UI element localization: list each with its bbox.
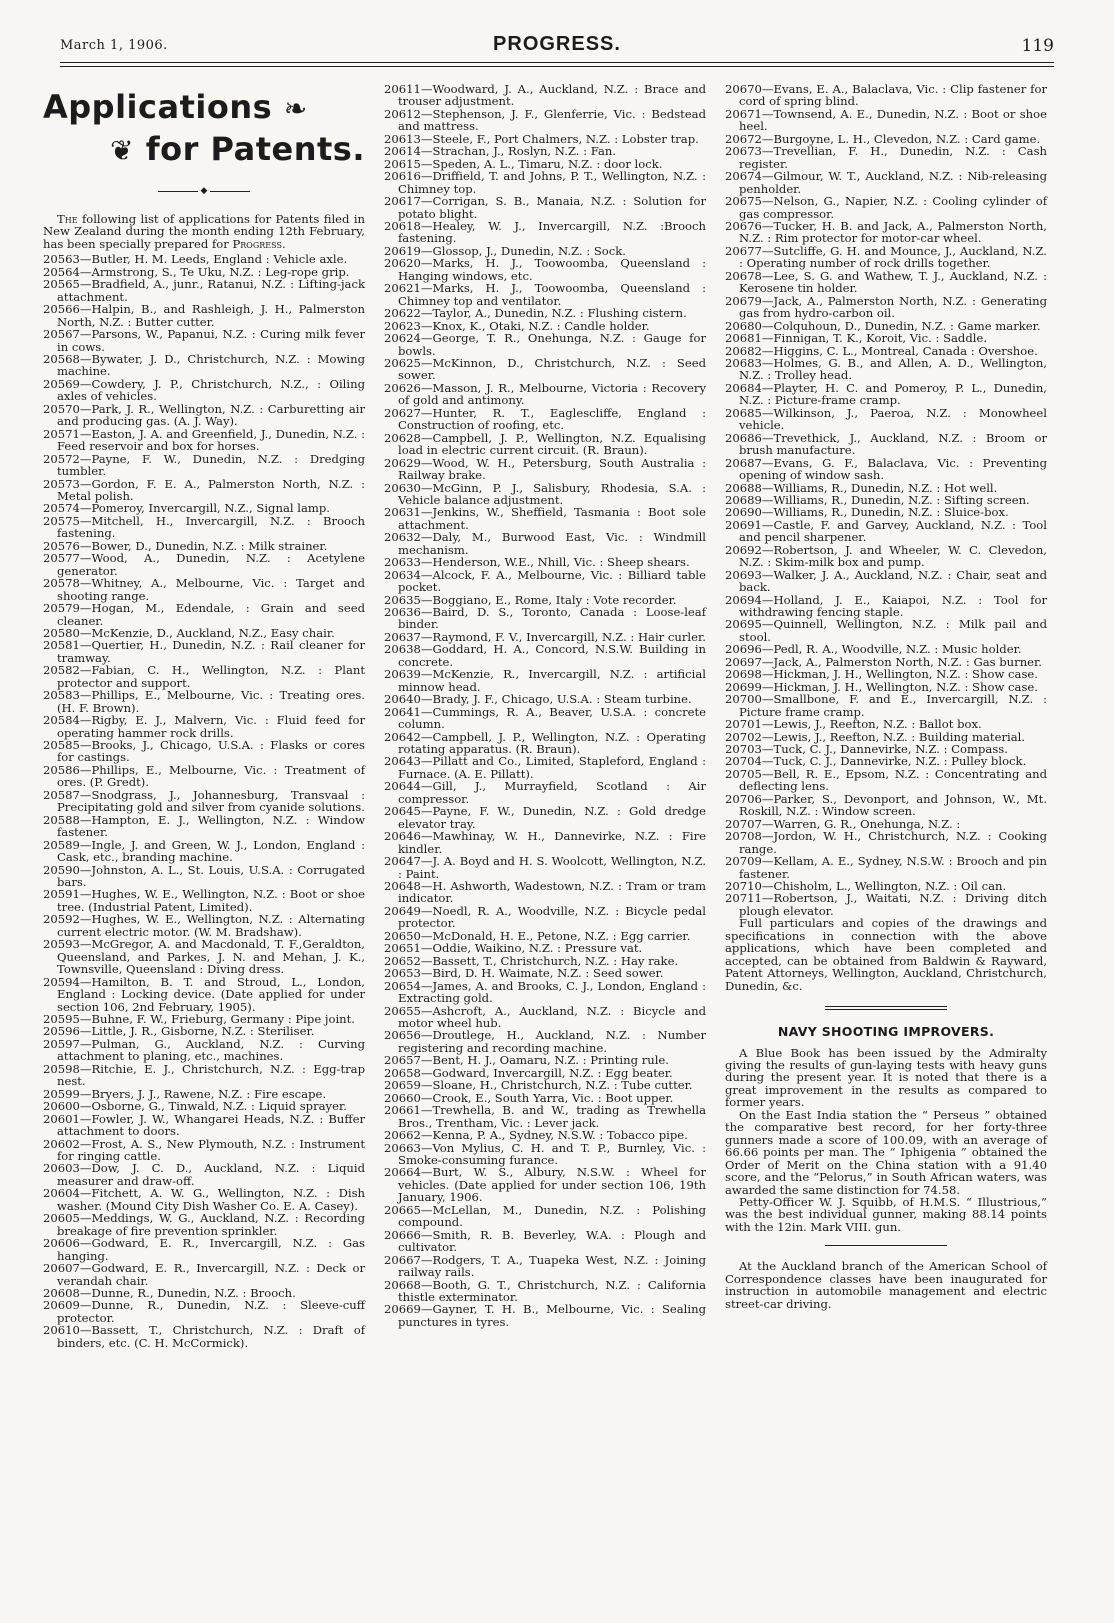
patent-entry: 20572—Payne, F. W., Dunedin, N.Z. : Dredging tumbler.: [43, 451, 365, 479]
patent-entry: 20689—Williams, R., Dunedin, N.Z. : Sifting screen.: [725, 492, 1030, 507]
patent-entry: 20702—Lewis, J., Reefton, N.Z. : Building material.: [725, 729, 1025, 744]
patent-entry: 20624—George, T. R., Onehunga, N.Z. : Gauge for bowls.: [384, 331, 706, 358]
patent-entry: 20675—Nelson, G., Napier, N.Z. : Cooling cylinder of gas compressor.: [725, 194, 1047, 221]
section-divider: [825, 1006, 947, 1012]
patent-entry: 20677—Sutcliffe, G. H. and Mounce, J., Auckland, N.Z. : Operating number of rock drills together.: [725, 243, 1047, 271]
patent-entry: 20574—Pomeroy, Invercargill, N.Z., Signal lamp.: [43, 501, 330, 516]
patent-entry: 20589—Ingle, J. and Green, W. J., London, England : Cask, etc., branding machine.: [43, 837, 365, 865]
american-school-paragraph: At the Auckland branch of the American School of Correspondence classes have been inaugurated for instruction in automobile management and electric street-car driving.: [725, 1259, 1047, 1311]
patent-entry: 20587—Snodgrass, J., Johannesburg, Transvaal : Precipitating gold and silver from cyanide solutions.: [43, 787, 365, 815]
patent-entry: 20673—Trevellian, F. H., Dunedin, N.Z. : Cash register.: [725, 144, 1047, 171]
patent-entry: 20603—Dow, J. C. D., Auckland, N.Z. : Liquid measurer and draw-off.: [43, 1161, 365, 1188]
patent-entry: 20578—Whitney, A., Melbourne, Vic. : Target and shooting range.: [43, 576, 365, 603]
patent-entry: 20645—Payne, F. W., Dunedin, N.Z. : Gold dredge elevator tray.: [384, 804, 706, 831]
patent-entry: 20640—Brady, J. F., Chicago, U.S.A. : Steam turbine.: [384, 692, 692, 707]
patent-entry: 20628—Campbell, J. P., Wellington, N.Z. Equalising load in electric current circuit. (R. Braun).: [384, 430, 706, 458]
patent-entry: 20688—Williams, R., Dunedin, N.Z. : Hot well.: [725, 480, 998, 495]
patent-entry: 20644—Gill, J., Murrayfield, Scotland : Air compressor.: [384, 779, 706, 806]
navy-paragraph: A Blue Book has been issued by the Admiralty giving the results of gun-laying tests with heavy guns during the present year. It is noted that there is a great improvement in the results as compared to former years.: [725, 1045, 1047, 1110]
patent-entry: 20680—Colquhoun, D., Dunedin, N.Z. : Game marker.: [725, 318, 1041, 333]
patent-entry: 20581—Quertier, H., Dunedin, N.Z. : Rail cleaner for tramway.: [43, 638, 365, 665]
section-divider: [825, 1245, 947, 1246]
patent-entry: 20567—Parsons, W., Papanui, N.Z. : Curing milk fever in cows.: [43, 327, 365, 354]
patent-entry: 20710—Chisholm, L., Wellington, N.Z. : Oil can.: [725, 879, 1007, 893]
patent-entry: 20586—Phillips, E., Melbourne, Vic. : Treatment of ores. (P. Gredt).: [43, 762, 365, 790]
patent-entry: 20642—Campbell, J. P., Wellington, N.Z. : Operating rotating apparatus. (R. Braun).: [384, 729, 706, 757]
patent-entry: 20672—Burgoyne, L. H., Clevedon, N.Z. : Card game.: [725, 131, 1041, 146]
patent-entry: 20564—Armstrong, S., Te Uku, N.Z. : Leg-rope grip.: [43, 264, 350, 279]
patent-entry: 20585—Brooks, J., Chicago, U.S.A. : Flasks or cores for castings.: [43, 738, 365, 765]
intro-lead: The: [57, 212, 78, 226]
patent-entry: 20671—Townsend, A. E., Dunedin, N.Z. : Boot or shoe heel.: [725, 106, 1047, 134]
patent-entry: 20629—Wood, W. H., Petersburg, South Australia : Railway brake.: [384, 455, 706, 483]
patent-entry: 20599—Bryers, J. J., Rawene, N.Z. : Fire escape.: [43, 1086, 327, 1101]
patent-entry: 20663—Von Mylius, C. H. and T. P., Burnley, Vic. : Smoke-consuming furance.: [384, 1140, 706, 1167]
page-number: 119: [1021, 36, 1054, 56]
patent-entry: 20666—Smith, R. B. Beverley, W.A. : Plough and cultivator.: [384, 1227, 706, 1255]
patent-entry: 20641—Cummings, R. A., Beaver, U.S.A. : concrete column.: [384, 704, 706, 732]
closing-paragraph: Full particulars and copies of the drawings and specifications in connection with the above applications, which have been completed and accepted, can be obtained from Baldwin & Rayward, Patent Attorneys, Wellington, Auckland, Christchurch, Dunedin, &c.: [725, 916, 1047, 993]
patent-entry: 20582—Fabian, C. H., Wellington, N.Z. : Plant protector and support.: [43, 663, 365, 690]
heading-line-1: Applications: [43, 88, 273, 126]
intro-publication: Progress.: [232, 236, 286, 251]
patent-entry: 20670—Evans, E. A., Balaclava, Vic. : Clip fastener for cord of spring blind.: [725, 82, 1047, 109]
patent-entry: 20683—Holmes, G. B., and Allen, A. D., Wellington, N.Z. : Trolley head.: [725, 355, 1047, 383]
patent-entry: 20597—Pulman, G., Auckland, N.Z. : Curving attachment to planing, etc., machines.: [43, 1036, 365, 1064]
patent-list-3: [725, 83, 1047, 917]
patent-entry: 20696—Pedl, R. A., Woodville, N.Z. : Music holder.: [725, 642, 1022, 657]
patent-entry: 20619—Glossop, J., Dunedin, N.Z. : Sock.: [384, 243, 626, 258]
patent-entry: 20681—Finnigan, T. K., Koroit, Vic. : Saddle.: [725, 331, 988, 346]
patent-entry: 20708—Jordon, W. H., Christchurch, N.Z. : Cooking range.: [725, 829, 1047, 856]
patent-entry: 20693—Walker, J. A., Auckland, N.Z. : Chair, seat and back.: [725, 567, 1047, 595]
patent-entry: 20563—Butler, H. M. Leeds, England : Vehicle axle.: [43, 252, 348, 267]
intro-paragraph: [43, 213, 365, 250]
masthead: [60, 34, 1054, 56]
patent-entry: 20604—Fitchett, A. W. G., Wellington, N.Z. : Dish washer. (Mound City Dish Washer Co. E. A. Casey).: [43, 1186, 365, 1213]
patent-entry: 20590—Johnston, A. L., St. Louis, U.S.A. : Corrugated bars.: [43, 862, 365, 890]
patent-entry: 20709—Kellam, A. E., Sydney, N.S.W. : Brooch and pin fastener.: [725, 854, 1047, 881]
navy-paragraph: Petty-Officer W. J. Squibb, of H.M.S. “ Illustrious,” was the best individual gunner, making 88.14 points with the 12in. Mark VIII. gun.: [725, 1194, 1047, 1234]
patent-entry: 20610—Bassett, T., Christchurch, N.Z. : Draft of binders, etc. (C. H. McCormick).: [43, 1323, 365, 1350]
patent-entry: 20614—Strachan, J., Roslyn, N.Z. : Fan.: [384, 144, 617, 159]
column-2: [384, 83, 706, 1328]
patent-entry: 20592—Hughes, W. E., Wellington, N.Z. : Alternating current electric motor. (W. M. Bradshaw).: [43, 912, 365, 939]
intro-text: following list of applications for Patents filed in New Zealand during the month ending 12th February, has been specially prepared for: [43, 212, 365, 251]
patent-entry: 20706—Parker, S., Devonport, and Johnson, W., Mt. Roskill, N.Z. : Window screen.: [725, 791, 1047, 819]
patent-entry: 20594—Hamilton, B. T. and Stroud, L., London, England : Locking device. (Date applied for under section 106, 2nd February, 1905).: [43, 974, 365, 1014]
patent-entry: 20577—Wood, A., Dunedin, N.Z. : Acetylene generator.: [43, 551, 365, 578]
patent-entry: 20646—Mawhinay, W. H., Dannevirke, N.Z. : Fire kindler.: [384, 829, 706, 856]
patent-entry: 20637—Raymond, F. V., Invercargill, N.Z. : Hair curler.: [384, 629, 706, 644]
patent-entry: 20633—Henderson, W.E., Nhill, Vic. : Sheep shears.: [384, 555, 690, 570]
patent-entry: 20707—Warren, G. R., Onehunga, N.Z. :: [725, 816, 961, 831]
fleuron-icon: ❧: [283, 92, 308, 125]
patent-entry: 20632—Daly, M., Burwood East, Vic. : Windmill mechanism.: [384, 530, 706, 557]
patent-entry: 20701—Lewis, J., Reefton, N.Z. : Ballot box.: [725, 717, 982, 732]
patent-entry: 20665—McLellan, M., Dunedin, N.Z. : Polishing compound.: [384, 1202, 706, 1230]
patent-entry: 20660—Crook, E., South Yarra, Vic. : Boot upper.: [384, 1090, 674, 1105]
patent-entry: 20631—Jenkins, W., Sheffield, Tasmania : Boot sole attachment.: [384, 505, 706, 532]
patent-entry: 20649—Noedl, R. A., Woodville, N.Z. : Bicycle pedal protector.: [384, 903, 706, 931]
fleuron-icon: ❦: [110, 134, 135, 167]
patent-entry: 20613—Steele, F., Port Chalmers, N.Z. : Lobster trap.: [384, 131, 699, 146]
patent-entry: 20697—Jack, A., Palmerston North, N.Z. : Gas burner.: [725, 654, 1042, 669]
patent-entry: 20662—Kenna, P. A., Sydney, N.S.W. : Tobacco pipe.: [384, 1128, 688, 1143]
patent-entry: 20606—Godward, E. R., Invercargill, N.Z. : Gas hanging.: [43, 1236, 365, 1263]
patent-entry: 20565—Bradfield, A., junr., Ratanui, N.Z. : Lifting-jack attachment.: [43, 277, 365, 304]
patent-entry: 20679—Jack, A., Palmerston North, N.Z. : Generating gas from hydro-carbon oil.: [725, 293, 1047, 321]
patent-entry: 20694—Holland, J. E., Kaiapoi, N.Z. : Tool for withdrawing fencing staple.: [725, 592, 1047, 620]
patent-entry: 20569—Cowdery, J. P., Christchurch, N.Z., : Oiling axles of vehicles.: [43, 376, 365, 404]
patent-entry: 20617—Corrigan, S. B., Manaia, N.Z. : Solution for potato blight.: [384, 194, 706, 221]
patent-entry: 20668—Booth, G. T., Christchurch, N.Z. : California thistle exterminator.: [384, 1277, 706, 1304]
patent-entry: 20643—Pillatt and Co., Limited, Stapleford, England : Furnace. (A. E. Pillatt).: [384, 754, 706, 781]
patent-entry: 20621—Marks, H. J., Toowoomba, Queensland : Chimney top and ventilator.: [384, 281, 706, 308]
patent-entry: 20579—Hogan, M., Edendale, : Grain and seed cleaner.: [43, 601, 365, 628]
patent-entry: 20657—Bent, H. J., Oamaru, N.Z. : Printing rule.: [384, 1053, 669, 1068]
patent-entry: 20602—Frost, A. S., New Plymouth, N.Z. : Instrument for ringing cattle.: [43, 1136, 365, 1163]
patent-entry: 20607—Godward, E. R., Invercargill, N.Z. : Deck or verandah chair.: [43, 1261, 365, 1288]
patent-entry: 20627—Hunter, R. T., Eaglescliffe, England : Construction of roofing, etc.: [384, 405, 706, 433]
patent-entry: 20622—Taylor, A., Dunedin, N.Z. : Flushing cistern.: [384, 306, 687, 321]
patent-entry: 20695—Quinnell, Wellington, N.Z. : Milk pail and stool.: [725, 617, 1047, 644]
patent-entry: 20568—Bywater, J. D., Christchurch, N.Z. : Mowing machine.: [43, 351, 365, 379]
patent-entry: 20618—Healey, W. J., Invercargill, N.Z. :Brooch fastening.: [384, 218, 706, 246]
patent-entry: 20596—Little, J. R., Gisborne, N.Z. : Steriliser.: [43, 1024, 315, 1039]
navy-paragraph: On the East India station the “ Perseus ” obtained the comparative best record, for her forty-three gunners made a score of 100.09, with an average of 66.66 points per man. The “ Iphigenia ” obtained the Order of Merit on the China station with a 91.40 score, and the “Pelorus,” in South African waters, was awarded the same distinction for 74.58.: [725, 1107, 1047, 1197]
patent-entry: 20601—Fowler, J. W., Whangarei Heads, N.Z. : Buffer attachment to doors.: [43, 1111, 365, 1139]
patent-entry: 20700—Smallbone, F. and E., Invercargill, N.Z. : Picture frame cramp.: [725, 692, 1047, 719]
patent-entry: 20626—Masson, J. R., Melbourne, Victoria : Recovery of gold and antimony.: [384, 380, 706, 408]
diamond-icon: ◆: [198, 186, 211, 196]
navy-heading: NAVY SHOOTING IMPROVERS.: [777, 1024, 995, 1040]
patent-entry: 20600—Osborne, G., Tinwald, N.Z. : Liquid sprayer.: [43, 1099, 347, 1114]
patent-entry: 20591—Hughes, W. E., Wellington, N.Z. : Boot or shoe tree. (Industrial Patent, Limited).: [43, 887, 365, 914]
patent-entry: 20593—McGregor, A. and Macdonald, T. F.,Geraldton, Queensland, and Parkes, J. N. and Mehan, J. K., Townsville, Queensland : Diving dress.: [43, 937, 365, 977]
patent-entry: 20612—Stephenson, J. F., Glenferrie, Vic. : Bedstead and mattress.: [384, 106, 706, 134]
masthead-rule-bottom: [60, 66, 1054, 67]
patent-entry: 20639—McKenzie, R., Invercargill, N.Z. : artificial minnow head.: [384, 667, 706, 694]
patent-entry: 20691—Castle, F. and Garvey, Auckland, N.Z. : Tool and pencil sharpener.: [725, 517, 1047, 545]
patent-entry: 20687—Evans, G. F., Balaclava, Vic. : Preventing opening of window sash.: [725, 455, 1047, 483]
patent-entry: 20684—Playter, H. C. and Pomeroy, P. L., Dunedin, N.Z. : Picture-frame cramp.: [725, 380, 1047, 408]
patent-entry: 20653—Bird, D. H. Waimate, N.Z. : Seed sower.: [384, 966, 664, 981]
patent-entry: 20704—Tuck, C. J., Dannevirke, N.Z. : Pulley block.: [725, 754, 1027, 769]
patent-list-1: [43, 253, 365, 1349]
patent-entry: 20661—Trewhella, B. and W., trading as Trewhella Bros., Trentham, Vic. : Lever jack.: [384, 1103, 706, 1130]
patent-entry: 20655—Ashcroft, A., Auckland, N.Z. : Bicycle and motor wheel hub.: [384, 1003, 706, 1030]
patent-entry: 20650—McDonald, H. E., Petone, N.Z. : Egg carrier.: [384, 928, 691, 943]
patent-entry: 20635—Boggiano, E., Rome, Italy : Vote recorder.: [384, 592, 677, 607]
patent-entry: 20636—Baird, D. S., Toronto, Canada : Loose-leaf binder.: [384, 605, 706, 632]
patent-entry: 20698—Hickman, J. H., Wellington, N.Z. : Show case.: [725, 667, 1038, 682]
patent-entry: 20711—Robertson, J., Waitati, N.Z. : Driving ditch plough elevator.: [725, 891, 1047, 918]
patent-entry: 20692—Robertson, J. and Wheeler, W. C. Clevedon, N.Z. : Skim-milk box and pump.: [725, 542, 1047, 570]
patent-entry: 20616—Driffield, T. and Johns, P. T., Wellington, N.Z. : Chimney top.: [384, 169, 706, 196]
patent-entry: 20651—Oddie, Waikino, N.Z. : Pressure vat.: [384, 941, 643, 956]
patent-entry: 20611—Woodward, J. A., Auckland, N.Z. : Brace and trouser adjustment.: [384, 82, 706, 109]
patent-entry: 20652—Bassett, T., Christchurch, N.Z. : Hay rake.: [384, 953, 679, 968]
patent-entry: 20576—Bower, D., Dunedin, N.Z. : Milk strainer.: [43, 538, 328, 553]
patent-entry: 20638—Goddard, H. A., Concord, N.S.W. Building in concrete.: [384, 642, 706, 669]
patent-entry: 20630—McGinn, P. J., Salisbury, Rhodesia, S.A. : Vehicle balance adjustment.: [384, 480, 706, 507]
patent-entry: 20648—H. Ashworth, Wadestown, N.Z. : Tram or tram indicator.: [384, 879, 706, 906]
patent-entry: 20685—Wilkinson, J., Paeroa, N.Z. : Monowheel vehicle.: [725, 405, 1047, 433]
patent-entry: 20570—Park, J. R., Wellington, N.Z. : Carburetting air and producing gas. (A. J. Way).: [43, 401, 365, 429]
patent-entry: 20647—J. A. Boyd and H. S. Woolcott, Wellington, N.Z. : Paint.: [384, 854, 706, 881]
patent-entry: 20575—Mitchell, H., Invercargill, N.Z. : Brooch fastening.: [43, 513, 365, 541]
patent-entry: 20615—Speden, A. L., Timaru, N.Z. : door lock.: [384, 156, 663, 171]
patent-entry: 20625—McKinnon, D., Christchurch, N.Z. : Seed sower.: [384, 355, 706, 383]
patent-entry: 20566—Halpin, B., and Rashleigh, J. H., Palmerston North, N.Z. : Butter cutter.: [43, 302, 365, 329]
patent-entry: 20595—Buhne, F. W., Frieburg, Germany : Pipe joint.: [43, 1012, 355, 1026]
heading-line-2: for Patents.: [145, 130, 365, 168]
patent-entry: 20703—Tuck, C. J., Dannevirke, N.Z. : Compass.: [725, 742, 1008, 757]
column-1: [43, 83, 365, 1349]
patent-entry: 20573—Gordon, F. E. A., Palmerston North, N.Z. : Metal polish.: [43, 476, 365, 503]
patent-entry: 20598—Ritchie, E. J., Christchurch, N.Z. : Egg-trap nest.: [43, 1061, 365, 1089]
patent-entry: 20690—Williams, R., Dunedin, N.Z. : Sluice-box.: [725, 505, 1009, 520]
patent-entry: 20699—Hickman, J. H., Wellington, N.Z. : Show case.: [725, 679, 1038, 694]
patent-entry: 20588—Hampton, E. J., Wellington, N.Z. : Window fastener.: [43, 812, 365, 840]
patent-entry: 20623—Knox, K., Otaki, N.Z. : Candle holder.: [384, 318, 650, 333]
patent-entry: 20686—Trevethick, J., Auckland, N.Z. : Broom or brush manufacture.: [725, 430, 1047, 458]
patent-entry: 20659—Sloane, H., Christchurch, N.Z. : Tube cutter.: [384, 1078, 693, 1093]
diamond-divider: [43, 185, 365, 197]
patent-entry: 20620—Marks, H. J., Toowoomba, Queensland : Hanging windows, etc.: [384, 256, 706, 283]
patent-entry: 20678—Lee, S. G. and Wathew, T. J., Auckland, N.Z. : Kerosene tin holder.: [725, 268, 1047, 296]
masthead-rule-top: [60, 62, 1054, 63]
patent-entry: 20605—Meddings, W. G., Auckland, N.Z. : Recording breakage of fire prevention sprinkler.: [43, 1211, 365, 1238]
patent-entry: 20656—Droutlege, H., Auckland, N.Z. : Number registering and recording machine.: [384, 1028, 706, 1055]
patent-entry: 20664—Burt, W. S., Albury, N.S.W. : Wheel for vehicles. (Date applied for under section 106, 19th January, 1906.: [384, 1165, 706, 1205]
patent-entry: 20674—Gilmour, W. T., Auckland, N.Z. : Nib-releasing penholder.: [725, 169, 1047, 196]
patent-list-2: [384, 83, 706, 1328]
patent-entry: 20654—James, A. and Brooks, C. J., London, England : Extracting gold.: [384, 978, 706, 1006]
article-heading: [43, 87, 365, 171]
patent-entry: 20583—Phillips, E., Melbourne, Vic. : Treating ores. (H. F. Brown).: [43, 688, 365, 715]
patent-entry: 20658—Godward, Invercargill, N.Z. : Egg beater.: [384, 1065, 673, 1080]
column-3: [725, 83, 1047, 1310]
issue-date: March 1, 1906.: [60, 38, 168, 53]
patent-entry: 20669—Gayner, T. H. B., Melbourne, Vic. : Sealing punctures in tyres.: [384, 1302, 706, 1329]
patent-entry: 20667—Rodgers, T. A., Tuapeka West, N.Z. : Joining railway rails.: [384, 1252, 706, 1280]
patent-entry: 20580—McKenzie, D., Auckland, N.Z., Easy chair.: [43, 625, 335, 640]
patent-entry: 20609—Dunne, R., Dunedin, N.Z. : Sleeve-cuff protector.: [43, 1298, 365, 1325]
patent-entry: 20571—Easton, J. A. and Greenfield, J., Dunedin, N.Z. : Feed reservoir and box for horses.: [43, 426, 365, 454]
patent-entry: 20705—Bell, R. E., Epsom, N.Z. : Concentrating and deflecting lens.: [725, 766, 1047, 794]
patent-entry: 20584—Rigby, E. J., Malvern, Vic. : Fluid feed for operating hammer rock drills.: [43, 713, 365, 740]
patent-entry: 20676—Tucker, H. B. and Jack, A., Palmerston North, N.Z. : Rim protector for motor-car wheel.: [725, 218, 1047, 246]
patent-entry: 20608—Dunne, R., Dunedin, N.Z. : Brooch.: [43, 1285, 296, 1300]
publication-title: PROGRESS.: [493, 33, 621, 55]
patent-entry: 20682—Higgins, C. L., Montreal, Canada : Overshoe.: [725, 343, 1038, 358]
patent-entry: 20634—Alcock, F. A., Melbourne, Vic. : Billiard table pocket.: [384, 567, 706, 595]
